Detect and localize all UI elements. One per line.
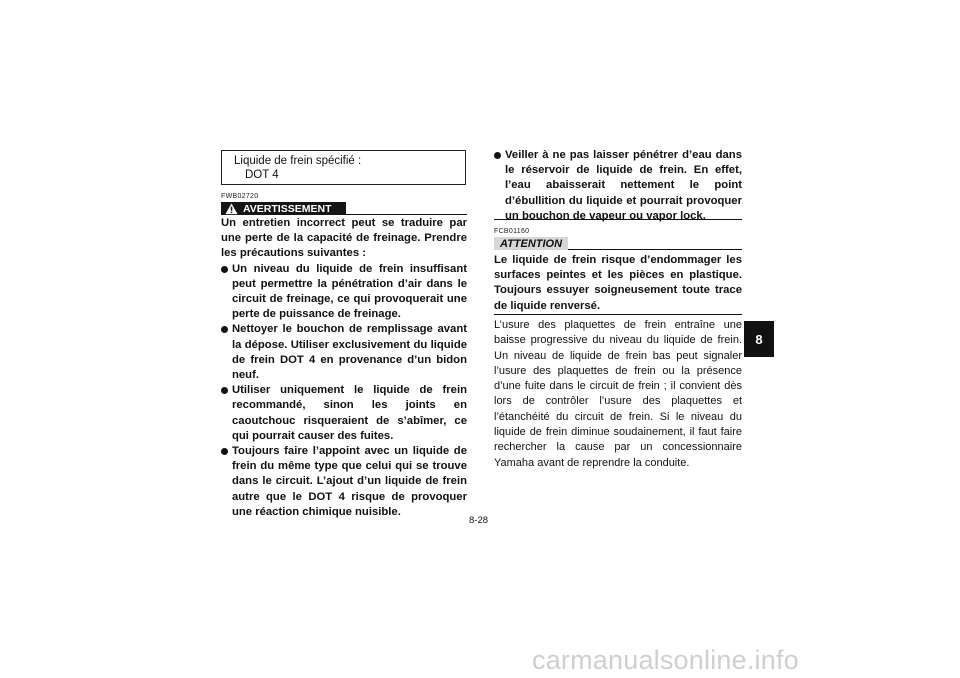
body-section <box>494 318 742 471</box>
bullet-dot-icon <box>221 448 228 455</box>
attention-rule-top <box>568 249 742 250</box>
bullet-dot-icon <box>221 387 228 394</box>
warning-body <box>221 216 467 520</box>
bullet-dot-icon <box>221 266 228 273</box>
spec-label: Liquide de frein spécifié : <box>234 155 362 167</box>
warning-intro: Un entretien incorrect peut se traduire par une perte de la capacité de freinage. Prendre les précautions suivantes : <box>221 217 467 260</box>
warning-rule-top <box>346 214 467 215</box>
page-number: 8-28 <box>469 515 489 526</box>
attention-code: FCB01160 <box>494 228 530 235</box>
chapter-tab: 8 <box>744 321 774 357</box>
warning-code: FWB02720 <box>221 193 259 200</box>
warning-bullet-1: Un niveau du liquide de frein insuffisant peut permettre la pénétration d’air dans le circuit de freinage, ce qui provoquerait une perte de puissance de freinage. <box>221 262 467 323</box>
warning-triangle-icon <box>225 202 238 215</box>
spec-value: DOT 4 <box>245 169 279 181</box>
warning-bullet-5: Veiller à ne pas laisser pénétrer d’eau dans le réservoir de liquide de frein. En effet, l’eau abaisserait nettement le point d’ébullition du liquide et pourrait provoquer un bouchon de vapeur ou vapor lock. <box>494 148 742 224</box>
attention-badge: ATTENTION <box>494 237 568 250</box>
warning-rule-bottom <box>494 219 742 220</box>
warning-continued <box>494 148 742 224</box>
attention-body <box>494 253 742 314</box>
body-paragraph: L’usure des plaquettes de frein entraîne une baisse progressive du niveau du liquide de frein. Un niveau de liquide de frein bas peut signaler l’usure des plaquettes de frein ou la présence d’une fuite dans le circuit de frein ; il convient dès lors de contrôler l’usure des plaquettes et l’étanchéité du circuit de frein. Si le niveau du liquide de frein diminue soudainement, il faut faire rechercher la cause par un concessionnaire Yamaha avant de reprendre la conduite. <box>494 319 742 469</box>
spec-box <box>221 150 466 185</box>
attention-rule-bottom <box>494 314 742 315</box>
warning-bullet-4: Toujours faire l’appoint avec un liquide de frein du même type que celui qui se trouve dans le circuit. L’ajout d’un liquide de frein autre que le DOT 4 risque de provoquer une réaction chimique nuisible. <box>221 444 467 520</box>
warning-bullet-3: Utiliser uniquement le liquide de frein recommandé, sinon les joints en caoutchouc risqueraient de s’abîmer, ce qui pourrait causer des fuites. <box>221 383 467 444</box>
watermark: carmanualsonline.info <box>532 645 799 675</box>
warning-badge-label: AVERTISSEMENT <box>243 202 332 215</box>
bullet-dot-icon <box>221 326 228 333</box>
warning-bullet-2: Nettoyer le bouchon de remplissage avant la dépose. Utiliser exclusivement du liquide de frein DOT 4 en provenance d’un bidon neuf. <box>221 322 467 383</box>
attention-text: Le liquide de frein risque d’endommager les surfaces peintes et les pièces en plastique. Toujours essuyer soigneusement toute trace de liquide renversé. <box>494 254 742 312</box>
warning-badge <box>221 202 346 215</box>
bullet-dot-icon <box>494 152 501 159</box>
